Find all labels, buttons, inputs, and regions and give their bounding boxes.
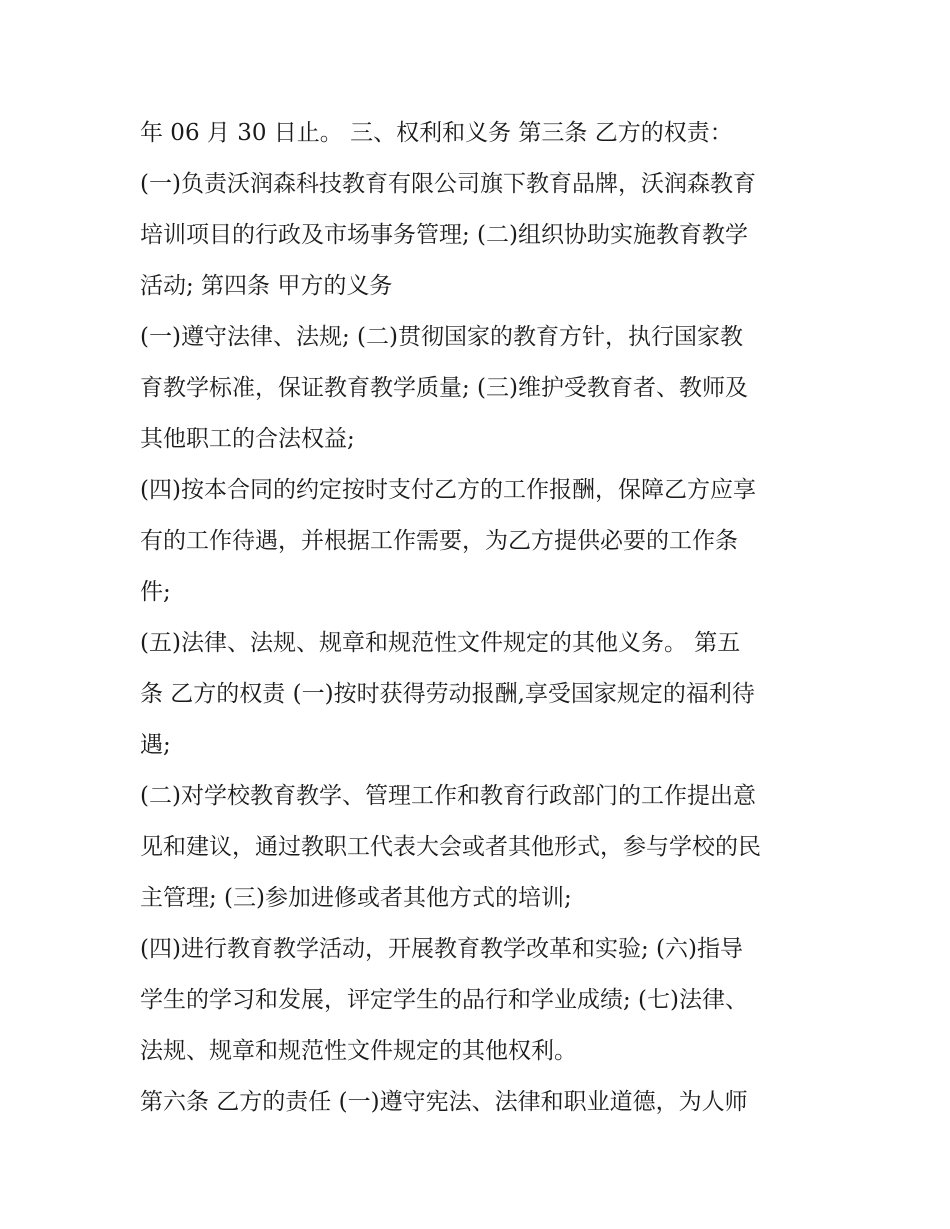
text-line: 有的工作待遇，并根据工作需要，为乙方提供必要的工作条 (140, 528, 738, 554)
text-line: (一)负责沃润森科技教育有限公司旗下教育品牌，沃润森教育 (140, 171, 756, 197)
text-line: 年 06 月 30 日止。 三、权利和义务 第三条 乙方的权责： (140, 120, 733, 146)
text-line: (四)进行教育教学活动，开展教育教学改革和实验; (六)指导 (140, 936, 743, 962)
text-line: (二)对学校教育教学、管理工作和教育行政部门的工作提出意 (140, 783, 756, 809)
text-line: 法规、规章和规范性文件规定的其他权利。 (140, 1038, 577, 1064)
text-line: 主管理; (三)参加进修或者其他方式的培训; (140, 885, 572, 911)
text-line: 活动; 第四条 甲方的义务 (140, 273, 393, 299)
text-line: 见和建议，通过教职工代表大会或者其他形式，参与学校的民 (140, 834, 761, 860)
text-line: (五)法律、法规、规章和规范性文件规定的其他义务。 第五 (140, 630, 741, 656)
text-line: 第六条 乙方的责任 (一)遵守宪法、法律和职业道德，为人师 (140, 1089, 748, 1115)
text-line: 培训项目的行政及市场事务管理; (二)组织协助实施教育教学 (140, 222, 749, 248)
text-line: (一)遵守法律、法规; (二)贯彻国家的教育方针，执行国家教 (140, 324, 743, 350)
text-line: 件; (140, 579, 171, 605)
text-line: 学生的学习和发展，评定学生的品行和学业成绩; (七)法律、 (140, 987, 749, 1013)
text-line: 育教学标准，保证教育教学质量; (三)维护受教育者、教师及 (140, 375, 749, 401)
document-body (140, 108, 820, 1128)
text-line: 条 乙方的权责 (一)按时获得劳动报酬,享受国家规定的福利待 (140, 681, 755, 707)
text-line: 遇; (140, 732, 171, 758)
text-line: 其他职工的合法权益; (140, 426, 355, 452)
text-line: (四)按本合同的约定按时支付乙方的工作报酬，保障乙方应享 (140, 477, 756, 503)
